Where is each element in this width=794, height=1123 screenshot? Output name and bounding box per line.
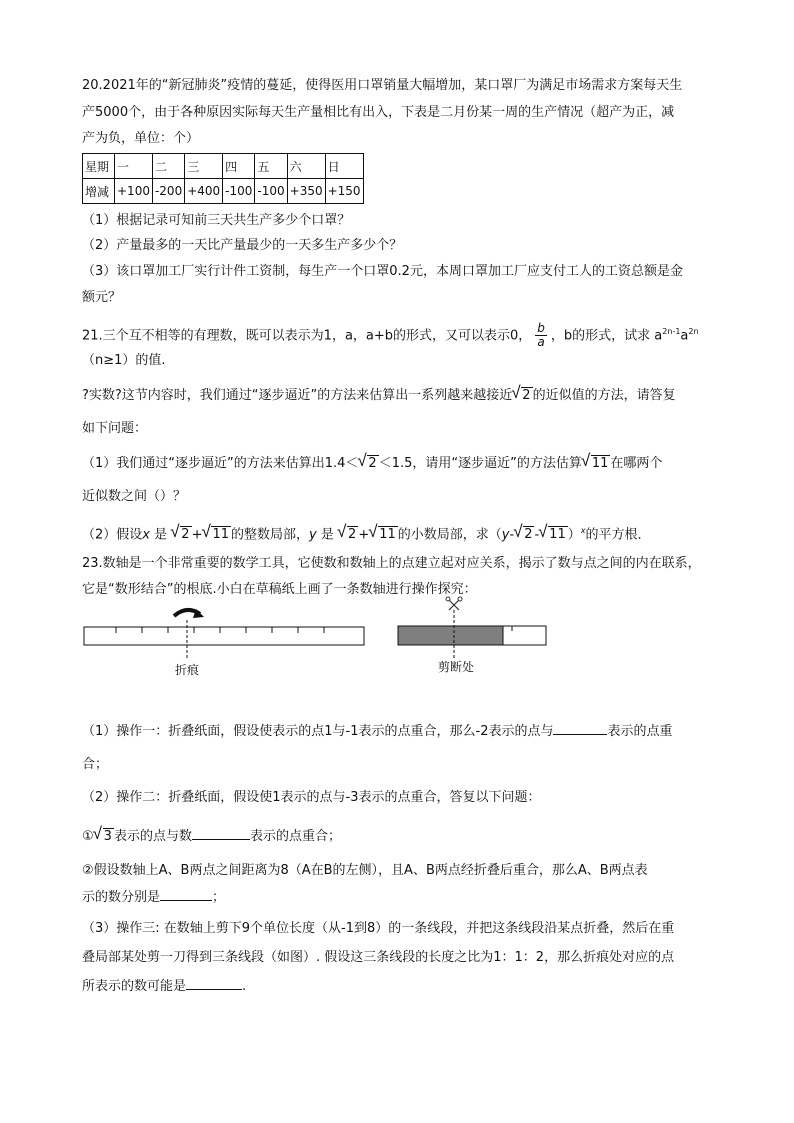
q22-sub-1-line-1 xyxy=(82,455,662,473)
op1-text-b: 表示的点重 xyxy=(607,724,673,739)
sqrt-11: √ 11 xyxy=(548,526,568,543)
folded-strip-figure xyxy=(393,594,553,680)
q22-text-a: ?实数?这节内容时，我们通过“逐步逼近”的方法来估算出一系列越来越接近 xyxy=(82,388,513,403)
q22-line-1 xyxy=(82,387,676,405)
q23-op2-1 xyxy=(82,826,341,846)
answer-blank xyxy=(160,887,212,901)
single-part xyxy=(503,626,546,645)
table-row xyxy=(83,179,364,204)
q22-sub1-c: 在哪两个 xyxy=(610,456,663,471)
q23-op2-2-line-2 xyxy=(82,887,225,907)
q23-op3-line-1: （3）操作三: 在数轴上剪下9个单位长度（从-1到8）的一条线段，并把这条线段沿某点折叠，然后在重 xyxy=(82,921,675,936)
exponent-1: 2n-1 xyxy=(662,327,681,336)
q21-text-a: 21.三个互不相等的有理数，既可以表示为1，a，a+b的形式，又可以表示0， xyxy=(82,328,532,344)
op2-2-text: 示的数分别是 xyxy=(82,890,161,905)
q22-sub2-i: 的平方根． xyxy=(585,527,651,543)
q23-op3-line-3 xyxy=(82,976,246,996)
table-cell: 一 xyxy=(115,154,153,179)
q20-sub-3-line-1: （3）该口罩加工厂实行计件工资制，每生产一个口罩0.2元，本周口罩加工厂应支付工人的工资总额是金 xyxy=(82,264,683,279)
table-cell: -100 xyxy=(255,179,287,204)
q22-text-b: 的近似值的方法，请答复 xyxy=(532,388,676,403)
crease-label: 折痕 xyxy=(175,663,200,677)
sqrt-11: √ 11 xyxy=(378,526,398,543)
q22-sub2-c: 的整数局部， xyxy=(231,527,310,543)
exponent-2: 2n xyxy=(688,327,699,336)
q21-text-c: a xyxy=(680,328,689,344)
q20-line-1: 20.2021年的“新冠肺炎”疫情的蔓延，使得医用口罩销量大幅增加，某口罩厂为满足市场需求方案每天生 xyxy=(82,78,683,93)
q23-line-2: 它是“数形结合”的根底.小白在草稿纸上画了一条数轴进行操作探究： xyxy=(82,582,477,597)
q20-line-3: 产为负，单位：个） xyxy=(82,131,200,146)
q22-sub2-a: （2）假设 xyxy=(82,527,143,543)
table-cell: 增减 xyxy=(83,179,115,204)
table-cell: 六 xyxy=(287,154,325,179)
q22-sub2-d: 是 xyxy=(320,527,334,543)
q22-sub-1-line-2: 近似数之间（）？ xyxy=(82,489,187,504)
answer-blank xyxy=(192,826,250,840)
sqrt-11: √ 11 xyxy=(211,526,231,543)
q22-sub2-b: 是 xyxy=(154,527,168,543)
q22-line-2: 如下问题： xyxy=(82,421,148,436)
table-cell: 五 xyxy=(255,154,287,179)
q22-sub1-a: （1）我们通过“逐步逼近”的方法来估算出1.4＜ xyxy=(82,456,359,471)
q20-sub-1: （1）根据记录可知前三天共生产多少个口罩？ xyxy=(82,213,351,228)
q23-op1-line-1 xyxy=(82,721,672,741)
table-cell: 四 xyxy=(223,154,255,179)
sqrt-2: √ 2 xyxy=(523,526,534,543)
number-line-strip xyxy=(84,627,364,645)
op2-1-text-c: 表示的点重合； xyxy=(249,829,341,844)
table-cell: +150 xyxy=(325,179,363,204)
minus-sign: - xyxy=(534,527,540,543)
sqrt-3: √ 3 xyxy=(103,828,114,845)
sqrt-2: √ 2 xyxy=(180,526,191,543)
exponent-x: x xyxy=(580,526,586,535)
plus-sign: + xyxy=(358,527,370,543)
q20-sub-3-line-2: 额元？ xyxy=(82,290,122,305)
sqrt-2: √ 2 xyxy=(521,387,532,404)
var-y: y xyxy=(309,527,317,543)
circled-1: ① xyxy=(82,829,94,844)
table-cell: +100 xyxy=(115,179,153,204)
sqrt-2: √ 2 xyxy=(367,455,378,472)
close-paren: ） xyxy=(567,527,581,543)
table-cell: -200 xyxy=(152,179,184,204)
q23-op2: （2）操作二：折叠纸面，假设使1表示的点与-3表示的点重合，答复以下问题： xyxy=(82,790,541,805)
table-cell: 三 xyxy=(185,154,223,179)
q23-line-1: 23.数轴是一个非常重要的数学工具，它使数和数轴上的点建立起对应关系，揭示了数与点之间的内在联系， xyxy=(82,556,701,571)
table-cell: +400 xyxy=(185,179,223,204)
table-cell: 二 xyxy=(152,154,184,179)
minus-sign: - xyxy=(509,527,515,543)
op3-end: . xyxy=(242,979,247,994)
sqrt-11: √ 11 xyxy=(591,455,611,472)
q20-sub-2: （2）产量最多的一天比产量最少的一天多生产多少个？ xyxy=(82,238,403,253)
q23-op3-line-2: 叠局部某处剪一刀得到三条线段（如图）. 假设这三条线段的长度之比为1：1：2，那么折痕处对应的点 xyxy=(82,950,675,965)
fraction-denominator: a xyxy=(537,335,545,350)
table-cell: -100 xyxy=(223,179,255,204)
production-table xyxy=(82,153,364,204)
q23-op1-line-2: 合； xyxy=(82,757,109,772)
answer-blank xyxy=(186,976,242,990)
table-cell: 星期 xyxy=(83,154,115,179)
var-y: y xyxy=(501,527,510,543)
q21-line-2: （n≥1）的值. xyxy=(82,353,166,368)
plus-sign: + xyxy=(191,527,203,543)
table-row xyxy=(83,154,364,179)
q22-sub1-b: ＜1.5，请用“逐步逼近”的方法估算 xyxy=(378,456,582,471)
sqrt-2: √ 2 xyxy=(347,526,358,543)
var-x: x xyxy=(142,527,150,543)
op2-1-text-b: 表示的点与数 xyxy=(113,829,192,844)
op2-2-end: ； xyxy=(212,890,226,905)
op1-text-a: （1）操作一：折叠纸面，假设使表示的点1与-1表示的点重合，那么-2表示的点与 xyxy=(82,724,554,739)
q21-line-1 xyxy=(82,319,699,349)
q23-op2-2-line-1: ②假设数轴上A、B两点之间距离为8（A在B的左侧），且A、B两点经折叠后重合，那么A、B两点表 xyxy=(82,863,648,878)
answer-blank xyxy=(553,721,607,735)
cut-label: 剪断处 xyxy=(438,660,475,674)
q22-sub2-e: 的小数局部，求（ xyxy=(397,527,502,543)
folded-double-part xyxy=(398,626,503,645)
fraction-numerator: b xyxy=(537,321,545,336)
op3-text: 所表示的数可能是 xyxy=(82,979,187,994)
q22-sub-2 xyxy=(82,522,650,544)
q21-text-b: ，b的形式，试求 a xyxy=(550,328,663,344)
table-cell: 日 xyxy=(325,154,363,179)
scissors-icon xyxy=(446,597,462,610)
q20-line-2: 产5000个，由于各种原因实际每天生产量相比有出入，下表是二月份某一周的生产情况（超产为正，减 xyxy=(82,105,675,120)
fraction-b-over-a xyxy=(535,322,547,349)
table-cell: +350 xyxy=(287,179,325,204)
number-line-fold-figure xyxy=(80,598,380,680)
